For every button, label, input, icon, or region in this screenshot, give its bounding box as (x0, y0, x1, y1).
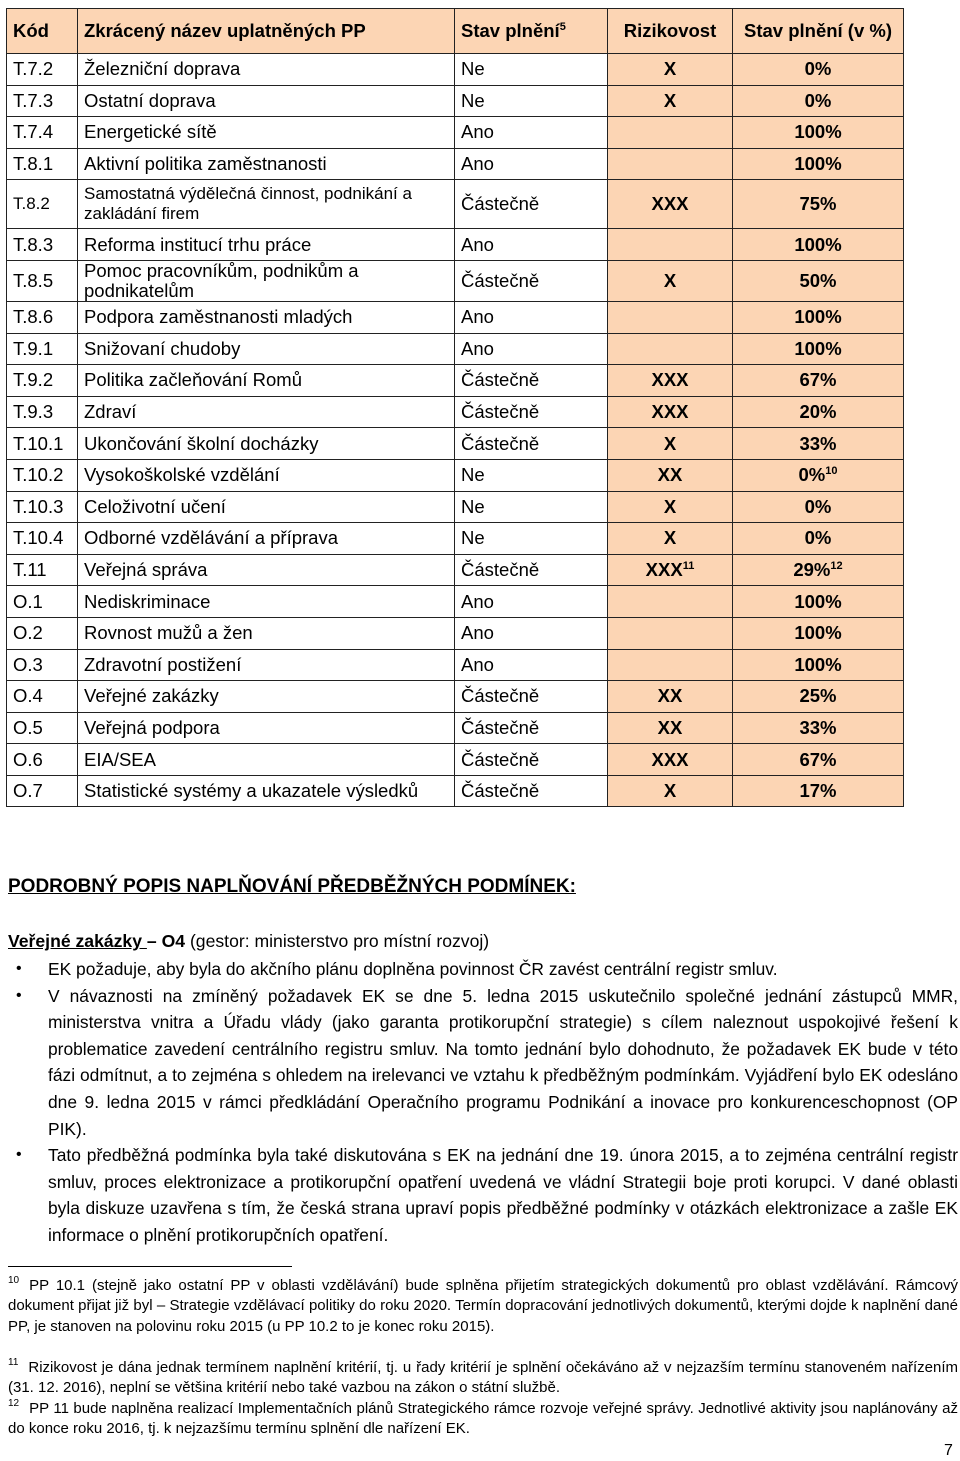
cell-code-text: T.8.5 (13, 269, 54, 291)
cell-percent-text: 100% (794, 233, 842, 255)
cell-status (455, 54, 608, 86)
cell-percent-text: 100% (794, 590, 842, 612)
cell-percent-text: 0% (798, 464, 826, 486)
cell-percent-text: 17% (799, 780, 837, 802)
cell-code-text: O.7 (13, 780, 43, 802)
cell-risk (608, 617, 733, 649)
cell-percent-text: 0% (804, 527, 832, 549)
cell-name-text: Politika začleňování Romů (84, 369, 302, 391)
table-row (7, 301, 904, 333)
cell-percent (733, 180, 904, 229)
cell-risk-text: X (663, 527, 677, 549)
cell-percent (733, 586, 904, 618)
cell-percent (733, 459, 904, 491)
header-status-footnote-ref: 5 (559, 21, 566, 33)
cell-name (78, 180, 455, 229)
cell-name (78, 229, 455, 261)
cell-name-text: Samostatná výdělečná činnost, podnikání a zakládání firem (84, 184, 412, 224)
cell-risk-text: X (663, 432, 677, 454)
footnote-text: PP 11 bude naplněna realizací Implementačních plánů Strategického rámce rozvoje veřejné správy. Jednotlivé aktivity jsou naplánovány až do konce roku 2016, tj. k nejzazšímu termínu splnění dle nařízení EK. (8, 1400, 958, 1438)
cell-risk (608, 54, 733, 86)
cell-percent (733, 523, 904, 555)
footnote-number: 11 (8, 1357, 19, 1368)
cell-code-text: T.9.2 (13, 369, 54, 391)
cell-name (78, 617, 455, 649)
cell-name-text: Aktivní politika zaměstnanosti (84, 153, 327, 175)
cell-name (78, 523, 455, 555)
cell-risk-text: X (663, 58, 677, 80)
cell-risk (608, 365, 733, 397)
cell-status-text: Částečně (461, 685, 540, 707)
header-name: Zkrácený název uplatněných PP (78, 9, 455, 54)
cell-status-text: Ne (461, 464, 485, 486)
table-row (7, 491, 904, 523)
cell-status-text: Částečně (461, 401, 540, 423)
cell-name-text: Nediskriminace (84, 590, 211, 612)
cell-code (7, 333, 78, 365)
table-row (7, 396, 904, 428)
cell-status (455, 229, 608, 261)
cell-code-text: T.10.3 (13, 495, 64, 517)
cell-code-text: T.10.2 (13, 464, 64, 486)
cell-percent (733, 649, 904, 681)
cell-percent-text: 0% (804, 58, 832, 80)
cell-code (7, 148, 78, 180)
cell-percent-text: 100% (794, 153, 842, 175)
cell-name-text: EIA/SEA (84, 748, 156, 770)
cell-percent (733, 491, 904, 523)
cell-name-text: Zdraví (84, 401, 137, 423)
cell-risk (608, 229, 733, 261)
cell-name-text: Rovnost mužů a žen (84, 622, 253, 644)
cell-risk-text: X (663, 495, 677, 517)
cell-percent-text: 50% (799, 269, 837, 291)
cell-code (7, 428, 78, 460)
cell-status (455, 681, 608, 713)
cell-risk (608, 396, 733, 428)
cell-status-text: Ano (461, 121, 494, 143)
cell-risk (608, 260, 733, 301)
cell-code (7, 180, 78, 229)
cell-risk (608, 491, 733, 523)
cell-code (7, 554, 78, 586)
cell-status (455, 260, 608, 301)
cell-code-text: T.9.1 (13, 337, 54, 359)
cell-status (455, 428, 608, 460)
cell-name (78, 365, 455, 397)
cell-name (78, 649, 455, 681)
cell-status-text: Ne (461, 527, 485, 549)
cell-risk (608, 85, 733, 117)
cell-code (7, 260, 78, 301)
cell-name-text: Celoživotní učení (84, 495, 226, 517)
cell-percent-text: 67% (799, 369, 837, 391)
footnote-text: PP 10.1 (stejně jako ostatní PP v oblasti vzdělávání) bude splněna přijetím strategických dokumentů pro oblast vzdělávání. Rámcový dokument přijat již byl – Strategie vzdělávací politiky do roku 2020. Termín dopracování jednotlivých dokumentů, kterými dojde k naplnění dané PP, je stanoven na polovinu roku 2015 (u PP 10.2 to je konec roku 2015). (8, 1277, 958, 1335)
subsection-heading (8, 928, 958, 954)
table-row (7, 260, 904, 301)
cell-status (455, 586, 608, 618)
cell-name-text: Ukončování školní docházky (84, 432, 319, 454)
cell-code-text: T.10.1 (13, 432, 64, 454)
cell-name-text: Ostatní doprava (84, 89, 216, 111)
cell-percent (733, 744, 904, 776)
cell-risk (608, 586, 733, 618)
footnote-12 (8, 1399, 958, 1440)
subsection-code: – O4 (146, 931, 186, 951)
cell-status (455, 459, 608, 491)
footnote-text: Rizikovost je dána jednak termínem naplnění kritérií, tj. u řady kritérií je splnění očekáváno až v nejzazším termínu stanoveném nařízením (31. 12. 2016), neplní se většina kritérií nebo také vazbou na zákon o státní službě. (8, 1359, 958, 1397)
cell-code-text: O.6 (13, 748, 43, 770)
cell-name (78, 775, 455, 807)
cell-status (455, 396, 608, 428)
header-risk: Rizikovost (608, 9, 733, 54)
cell-code (7, 523, 78, 555)
cell-name-text: Snižovaní chudoby (84, 337, 241, 359)
cell-name-text: Vysokoškolské vzdělání (84, 464, 280, 486)
table-row (7, 229, 904, 261)
cell-percent-text: 75% (799, 193, 837, 215)
cell-percent-text: 100% (794, 653, 842, 675)
cell-name (78, 491, 455, 523)
cell-status (455, 775, 608, 807)
cell-name-text: Pomoc pracovníkům, podnikům a podnikatelům (84, 259, 359, 301)
cell-code-text: T.7.3 (13, 89, 54, 111)
cell-status-text: Částečně (461, 559, 540, 581)
table-row (7, 649, 904, 681)
cell-status-text: Částečně (461, 193, 540, 215)
cell-risk-text: XXX (651, 193, 689, 215)
footnote-number: 10 (8, 1275, 20, 1286)
cell-name-text: Veřejné zakázky (84, 685, 219, 707)
cell-percent (733, 365, 904, 397)
cell-status-text: Ano (461, 622, 494, 644)
section-heading: PODROBNÝ POPIS NAPLŇOVÁNÍ PŘEDBĚŽNÝCH PODMÍNEK: (8, 876, 576, 897)
cell-code (7, 744, 78, 776)
cell-percent (733, 54, 904, 86)
cell-code-text: O.1 (13, 590, 43, 612)
cell-risk (608, 554, 733, 586)
cell-percent (733, 148, 904, 180)
cell-percent-text: 67% (799, 748, 837, 770)
cell-status (455, 148, 608, 180)
cell-percent-text: 20% (799, 401, 837, 423)
cell-risk-text: XXX (645, 559, 683, 581)
bullet-item: • Tato předběžná podmínka byla také diskutována s EK na jednání dne 19. února 2015, a to zejména centrální registr smluv, proces elektronizace a protikorupční opatření uvedená ve vládní Strategii boje proti korupci. V dané oblasti byla diskuze uzavřena s tím, že česká strana upraví popis předběžné podmínky v otázkách elektronizace a zašle EK informace o plnění protikorupčních opatření. (8, 1142, 958, 1248)
bullet-item: • V návaznosti na zmíněný požadavek EK se dne 5. ledna 2015 uskutečnilo společné jednání zástupců MMR, ministerstva vnitra a Úřadu vlády (jako garanta protikorupční strategie) s cílem naleznout uspokojivé řešení k problematice zavedení centrálního registru smluv. Na tomto jednání bylo dohodnuto, že požadavek EK bude v této fázi odmítnut, a to zejména s ohledem na irelevanci ve vztahu k předběžným podmínkám. Vyjádření bylo EK odesláno dne 9. ledna 2015 v rámci předkládání Operačního programu Podnikání a inovace pro konkurenceschopnost (OP PIK). (8, 983, 958, 1143)
cell-name (78, 396, 455, 428)
subsection-gestor: (gestor: ministerstvo pro místní rozvoj) (185, 931, 490, 951)
cell-name-text: Zdravotní postižení (84, 653, 242, 675)
cell-status-text: Ne (461, 58, 485, 80)
cell-code-text: T.7.4 (13, 121, 54, 143)
cell-percent-text: 33% (799, 716, 837, 738)
cell-code-text: T.8.6 (13, 306, 54, 328)
cell-name-text: Veřejná podpora (84, 716, 220, 738)
cell-status (455, 744, 608, 776)
cell-status-text: Částečně (461, 716, 540, 738)
table-row (7, 459, 904, 491)
footnote-10 (8, 1276, 958, 1337)
cell-percent-text: 100% (794, 306, 842, 328)
cell-name (78, 428, 455, 460)
cell-status (455, 617, 608, 649)
cell-risk (608, 523, 733, 555)
bullet-list (8, 956, 958, 1249)
table-header-row (7, 9, 904, 54)
table-row (7, 712, 904, 744)
cell-risk-text: XX (657, 464, 683, 486)
cell-name (78, 54, 455, 86)
cell-code-text: T.7.2 (13, 58, 54, 80)
table-row (7, 365, 904, 397)
cell-name (78, 333, 455, 365)
cell-code-text: T.8.1 (13, 153, 54, 175)
cell-percent (733, 117, 904, 149)
bullet-item: • EK požaduje, aby byla do akčního plánu doplněna povinnost ČR zavést centrální registr smluv. (8, 956, 958, 983)
cell-percent (733, 554, 904, 586)
cell-status-text: Částečně (461, 269, 540, 291)
cell-status-text: Ano (461, 653, 494, 675)
cell-code-text: O.3 (13, 653, 43, 675)
cell-code (7, 396, 78, 428)
table-row (7, 85, 904, 117)
cell-code (7, 712, 78, 744)
cell-percent (733, 617, 904, 649)
table-row (7, 681, 904, 713)
cell-name-text: Statistické systémy a ukazatele výsledků (84, 780, 419, 802)
table-row (7, 333, 904, 365)
cell-percent (733, 260, 904, 301)
cell-percent (733, 85, 904, 117)
header-percent: Stav plnění (v %) (733, 9, 904, 54)
cell-status-text: Ano (461, 306, 494, 328)
cell-name (78, 459, 455, 491)
cell-name (78, 85, 455, 117)
cell-percent (733, 712, 904, 744)
cell-code (7, 459, 78, 491)
cell-code-text: O.5 (13, 716, 43, 738)
cell-risk-text: X (663, 89, 677, 111)
cell-code (7, 365, 78, 397)
footnote-ref: 12 (830, 560, 843, 573)
cell-name-text: Energetické sítě (84, 121, 217, 143)
cell-status (455, 180, 608, 229)
cell-risk (608, 428, 733, 460)
cell-code (7, 85, 78, 117)
cell-name (78, 681, 455, 713)
cell-status-text: Ne (461, 89, 485, 111)
table-body (7, 54, 904, 807)
cell-name (78, 117, 455, 149)
cell-code-text: T.8.2 (13, 194, 50, 214)
cell-risk-text: XXX (651, 369, 689, 391)
table-row (7, 554, 904, 586)
cell-name (78, 148, 455, 180)
table-row (7, 117, 904, 149)
cell-risk (608, 775, 733, 807)
table-row (7, 775, 904, 807)
cell-code-text: O.2 (13, 622, 43, 644)
cell-name (78, 554, 455, 586)
cell-percent (733, 396, 904, 428)
cell-code (7, 681, 78, 713)
cell-percent-text: 100% (794, 622, 842, 644)
page-number: 7 (944, 1442, 953, 1459)
cell-name-text: Železniční doprava (84, 58, 241, 80)
cell-risk (608, 180, 733, 229)
cell-risk (608, 744, 733, 776)
cell-status (455, 301, 608, 333)
table-row (7, 428, 904, 460)
cell-status (455, 712, 608, 744)
cell-code-text: T.11 (13, 559, 47, 581)
cell-code-text: O.4 (13, 685, 43, 707)
table-row (7, 180, 904, 229)
cell-status-text: Ano (461, 153, 494, 175)
footnote-number: 12 (8, 1398, 20, 1409)
table-row (7, 586, 904, 618)
cell-risk (608, 681, 733, 713)
cell-percent (733, 428, 904, 460)
cell-percent-text: 33% (799, 432, 837, 454)
cell-status (455, 554, 608, 586)
cell-code (7, 617, 78, 649)
cell-code-text: T.10.4 (13, 527, 64, 549)
table-row (7, 744, 904, 776)
cell-name-text: Veřejná správa (84, 559, 208, 581)
cell-status-text: Částečně (461, 432, 540, 454)
table-row (7, 148, 904, 180)
cell-percent (733, 229, 904, 261)
cell-percent (733, 333, 904, 365)
preconditions-table (6, 8, 904, 807)
cell-status-text: Ano (461, 233, 494, 255)
cell-code-text: T.8.3 (13, 233, 54, 255)
cell-code (7, 229, 78, 261)
table-row (7, 523, 904, 555)
cell-percent-text: 100% (794, 121, 842, 143)
cell-risk-text: XXX (651, 401, 689, 423)
cell-status (455, 365, 608, 397)
table-row (7, 54, 904, 86)
cell-code (7, 775, 78, 807)
cell-status (455, 649, 608, 681)
cell-status (455, 523, 608, 555)
footnote-11 (8, 1358, 958, 1399)
header-code: Kód (7, 9, 78, 54)
cell-percent (733, 775, 904, 807)
cell-risk (608, 117, 733, 149)
cell-percent (733, 301, 904, 333)
cell-name-text: Podpora zaměstnanosti mladých (84, 306, 353, 328)
cell-status-text: Částečně (461, 780, 540, 802)
table-row (7, 617, 904, 649)
cell-name (78, 260, 455, 301)
subsection-title: Veřejné zakázky (8, 931, 147, 951)
cell-risk (608, 301, 733, 333)
cell-risk (608, 712, 733, 744)
cell-code (7, 586, 78, 618)
footnote-separator (8, 1266, 292, 1267)
cell-status (455, 491, 608, 523)
cell-percent-text: 29% (793, 559, 831, 581)
cell-code (7, 301, 78, 333)
cell-risk (608, 148, 733, 180)
footnote-ref: 10 (825, 465, 838, 478)
cell-status (455, 85, 608, 117)
cell-status (455, 333, 608, 365)
cell-risk (608, 333, 733, 365)
cell-code-text: T.9.3 (13, 401, 54, 423)
cell-risk (608, 459, 733, 491)
cell-code (7, 117, 78, 149)
cell-risk-text: X (663, 780, 677, 802)
footnote-ref: 11 (682, 560, 695, 573)
cell-risk (608, 649, 733, 681)
cell-status-text: Ano (461, 337, 494, 359)
cell-risk-text: XXX (651, 748, 689, 770)
header-status (455, 9, 608, 54)
cell-name (78, 712, 455, 744)
cell-percent-text: 0% (804, 89, 832, 111)
cell-risk-text: X (663, 269, 677, 291)
cell-status-text: Ne (461, 495, 485, 517)
cell-status-text: Ano (461, 590, 494, 612)
cell-name-text: Odborné vzdělávání a příprava (84, 527, 339, 549)
cell-name (78, 586, 455, 618)
cell-status-text: Částečně (461, 369, 540, 391)
cell-name (78, 744, 455, 776)
cell-name-text: Reforma institucí trhu práce (84, 233, 312, 255)
cell-code (7, 491, 78, 523)
cell-status-text: Částečně (461, 748, 540, 770)
cell-risk-text: XX (657, 685, 683, 707)
cell-status (455, 117, 608, 149)
cell-percent (733, 681, 904, 713)
cell-name (78, 301, 455, 333)
cell-percent-text: 0% (804, 495, 832, 517)
cell-code (7, 54, 78, 86)
cell-code (7, 649, 78, 681)
header-status-label: Stav plnění (461, 20, 560, 41)
cell-risk-text: XX (657, 716, 683, 738)
cell-percent-text: 100% (794, 337, 842, 359)
cell-percent-text: 25% (799, 685, 837, 707)
